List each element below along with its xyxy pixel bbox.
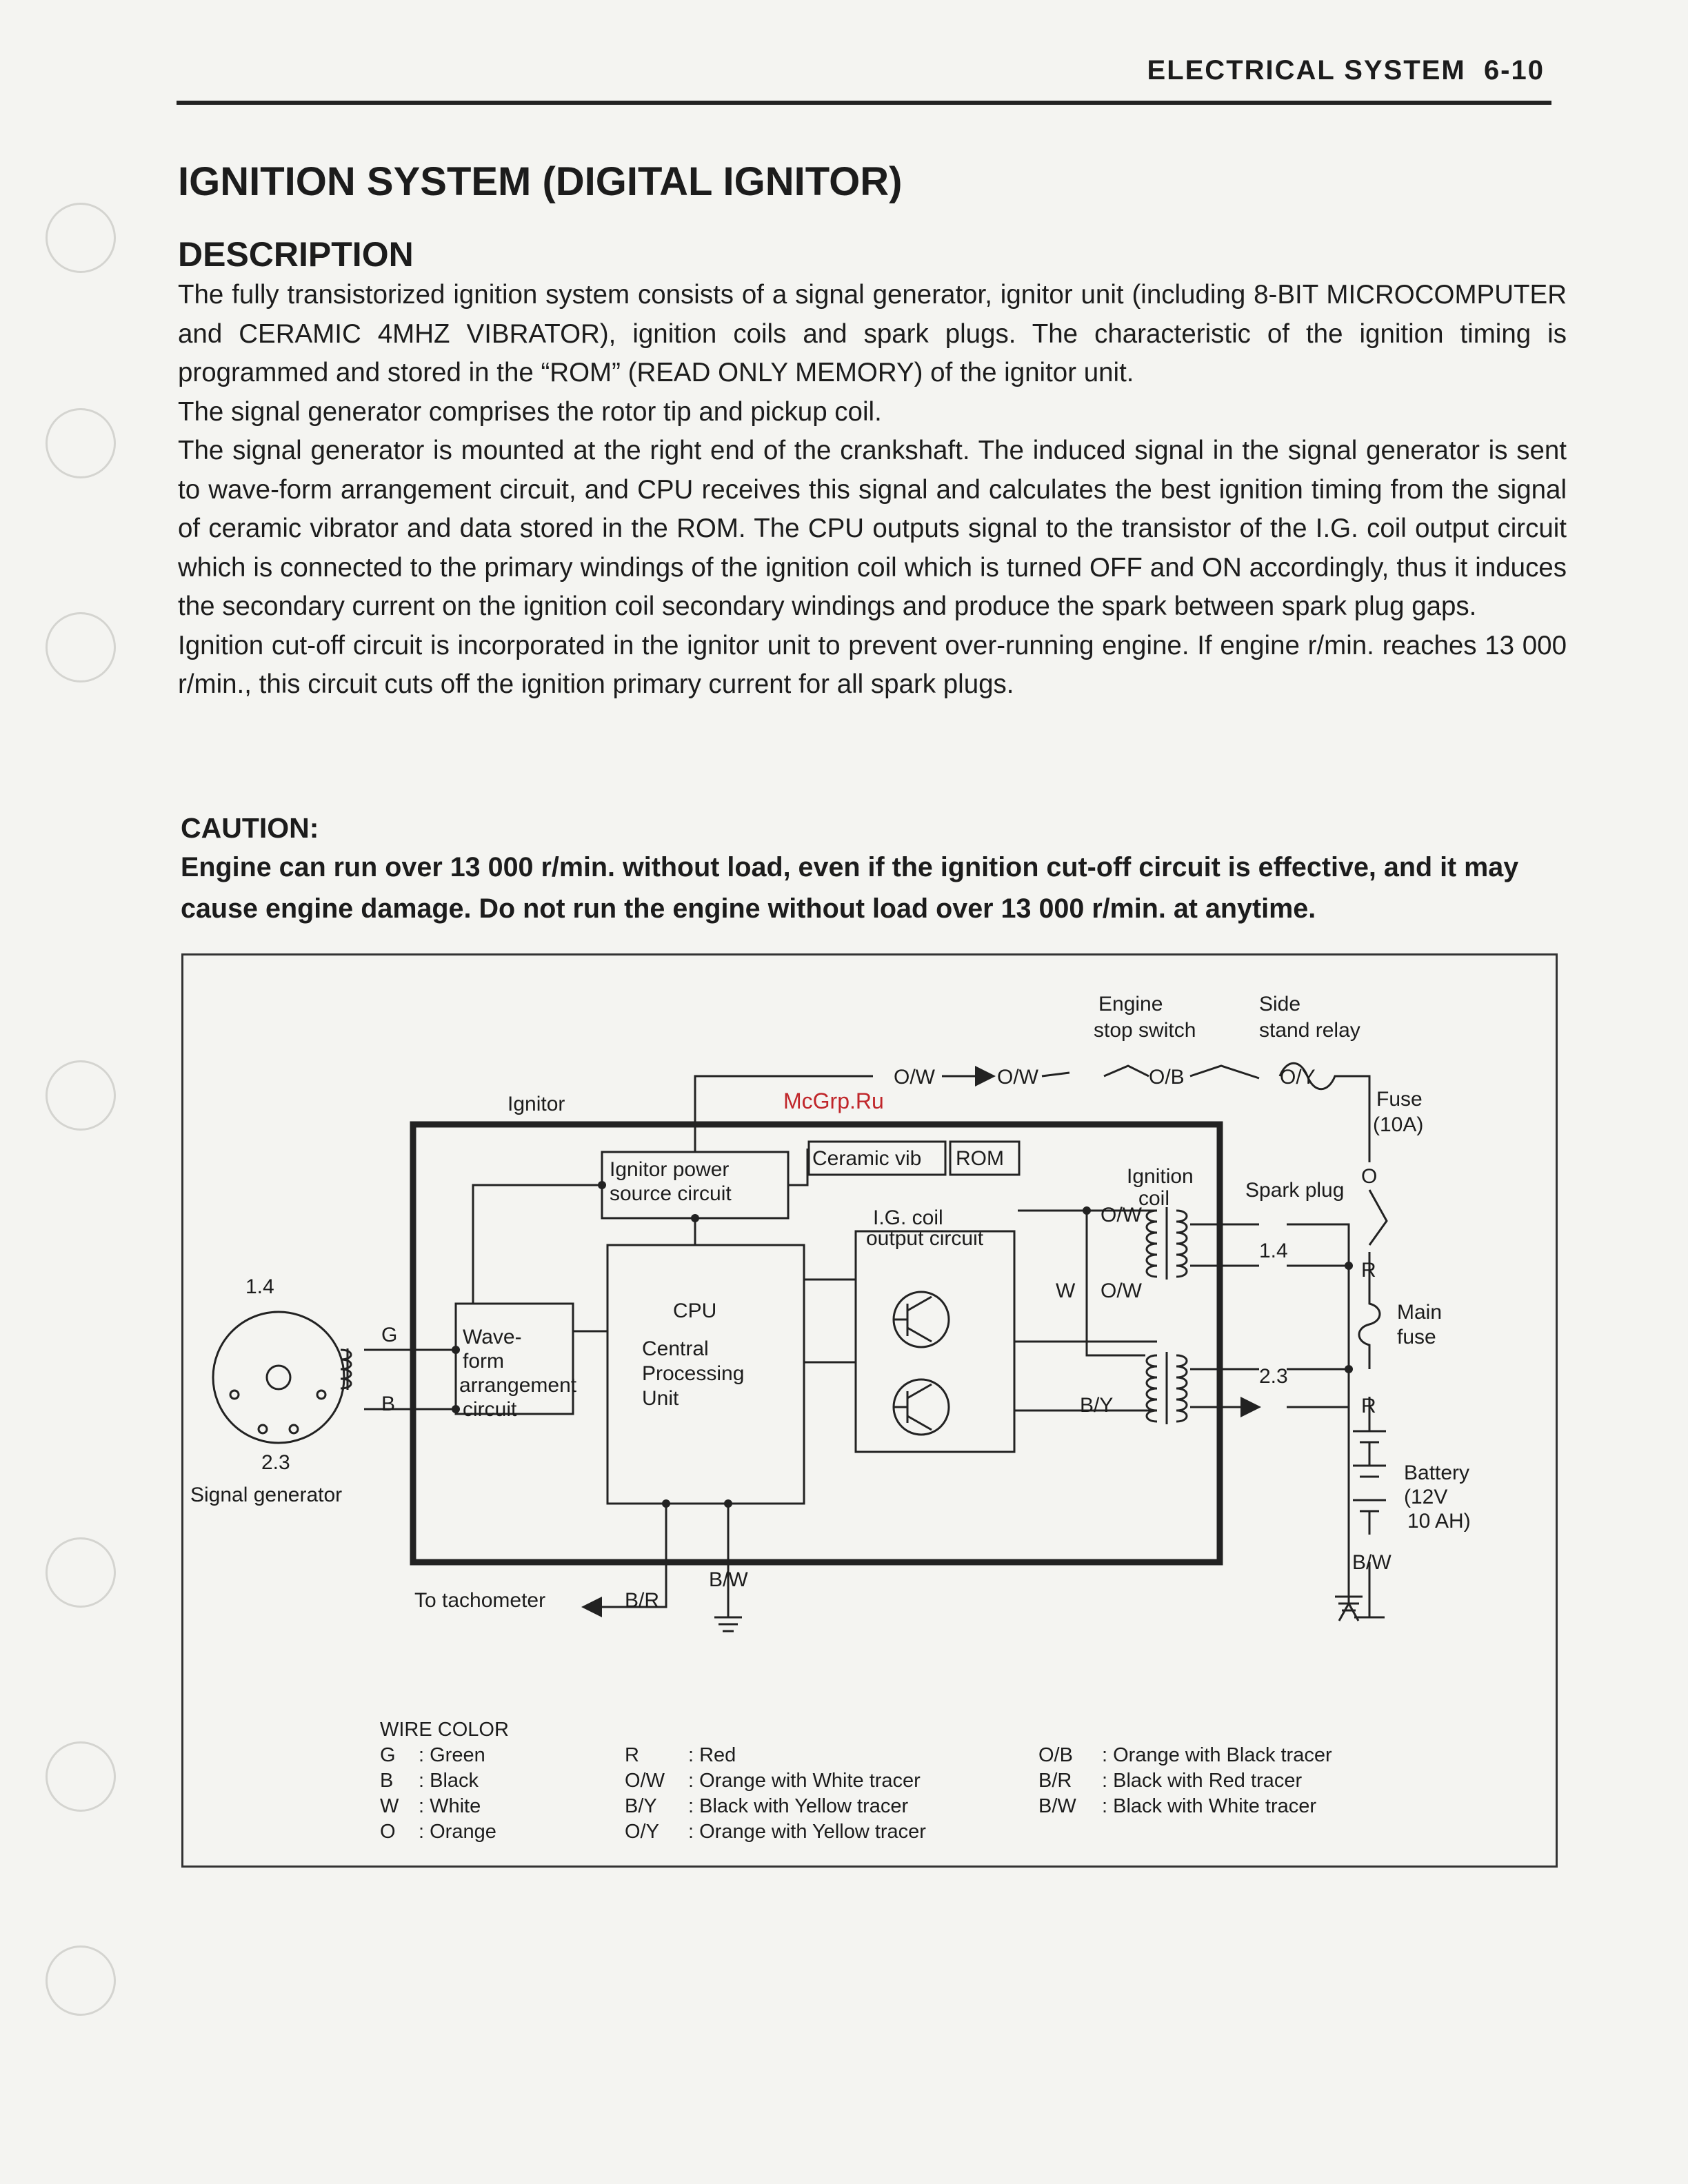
ig-output-label-1: I.G. coil — [873, 1206, 943, 1229]
wire-ow-coil: O/W — [1101, 1204, 1142, 1226]
header-text — [1147, 55, 1545, 86]
cpu-label: CPU — [673, 1300, 717, 1322]
cpu-label-4: Unit — [642, 1387, 679, 1410]
tachometer-label: To tachometer — [414, 1589, 546, 1612]
battery-label-3: 10 AH) — [1407, 1510, 1471, 1533]
main-fuse-label-2: fuse — [1397, 1326, 1436, 1348]
ignition-coil-2 — [1147, 1355, 1157, 1422]
signal-generator-rotor — [213, 1312, 344, 1443]
legend-desc: : Orange with Black tracer — [1102, 1744, 1332, 1766]
fuse-label-2: (10A) — [1373, 1113, 1424, 1136]
binder-hole — [46, 1945, 116, 2016]
spark-plug-label: Spark plug — [1245, 1179, 1345, 1202]
wire-color-legend-col2 — [625, 1743, 926, 1845]
watermark: McGrp.Ru — [783, 1089, 884, 1113]
ignition-coil-label-1: Ignition — [1127, 1165, 1194, 1188]
wire-w: W — [1056, 1280, 1076, 1302]
ignitor-label: Ignitor — [508, 1093, 565, 1115]
legend-desc: : Black with Yellow tracer — [688, 1795, 909, 1817]
wire-ow-switch: O/W — [997, 1066, 1038, 1089]
wire-bw-ignitor: B/W — [709, 1568, 748, 1591]
legend-code: G — [380, 1744, 396, 1766]
legend-title: WIRE COLOR — [380, 1719, 509, 1741]
legend-item — [1038, 1768, 1332, 1794]
legend-desc: : Black — [419, 1770, 479, 1792]
signal-gen-bottom-value: 2.3 — [261, 1451, 290, 1474]
wire-g: G — [381, 1324, 398, 1346]
legend-code: W — [380, 1795, 399, 1817]
header-section: ELECTRICAL SYSTEM — [1147, 55, 1466, 85]
binder-hole — [46, 1060, 116, 1131]
legend-code: B/W — [1038, 1795, 1076, 1817]
battery-label-1: Battery — [1404, 1462, 1470, 1484]
engine-stop-label-1: Engine — [1098, 993, 1163, 1015]
legend-item — [380, 1794, 509, 1819]
legend-item — [380, 1768, 509, 1794]
header-page-number: 6-10 — [1483, 55, 1545, 85]
binder-hole — [46, 203, 116, 273]
legend-item — [380, 1819, 509, 1845]
wire-by: B/Y — [1080, 1394, 1114, 1417]
wire-color-legend-col3 — [1038, 1743, 1332, 1819]
legend-desc: : Orange — [419, 1821, 496, 1843]
legend-desc: : Orange with Yellow tracer — [688, 1821, 926, 1843]
page-title: IGNITION SYSTEM (DIGITAL IGNITOR) — [178, 159, 903, 204]
wire-o: O — [1361, 1165, 1378, 1188]
binder-hole — [46, 1537, 116, 1608]
cpu-label-2: Central — [642, 1337, 709, 1360]
wiring-diagram — [181, 953, 1558, 1868]
paragraph: Ignition cut-off circuit is incorporated in the ignitor unit to prevent over-running engine. If engine r/min. reaches 13 000 r/min., this circuit cuts off the ignition primary current for all spark plugs. — [178, 630, 1567, 699]
power-source-label-2: source circuit — [610, 1182, 732, 1205]
wire-br: B/R — [625, 1589, 660, 1612]
waveform-label-3: arrangement — [459, 1374, 577, 1397]
wire-ob: O/B — [1149, 1066, 1185, 1089]
legend-desc: : White — [419, 1795, 481, 1817]
waveform-label-2: form — [463, 1350, 504, 1373]
legend-item — [1038, 1794, 1332, 1819]
legend-code: R — [625, 1744, 639, 1766]
legend-item — [1038, 1743, 1332, 1768]
waveform-label-1: Wave- — [463, 1326, 522, 1348]
signal-gen-top-value: 1.4 — [245, 1275, 274, 1298]
cpu-label-3: Processing — [642, 1362, 745, 1385]
ignition-coil-label-2: coil — [1138, 1187, 1170, 1210]
legend-item — [625, 1794, 926, 1819]
wire-r2: R — [1361, 1395, 1376, 1417]
side-stand-label-2: stand relay — [1259, 1019, 1360, 1042]
legend-code: B/R — [1038, 1770, 1072, 1792]
signal-gen-label: Signal generator — [190, 1484, 343, 1506]
side-stand-label-1: Side — [1259, 993, 1301, 1015]
description-body — [178, 276, 1567, 705]
legend-item — [625, 1768, 926, 1794]
pickup-coil — [341, 1350, 351, 1388]
coil-upper-value: 1.4 — [1259, 1240, 1288, 1262]
legend-desc: : Red — [688, 1744, 736, 1766]
rom-label: ROM — [956, 1147, 1004, 1170]
legend-code: B/Y — [625, 1795, 657, 1817]
caution-heading: CAUTION: — [181, 812, 319, 844]
legend-desc: : Orange with White tracer — [688, 1770, 921, 1792]
coil-lower-value: 2.3 — [1259, 1365, 1288, 1388]
binder-hole — [46, 1741, 116, 1812]
legend-item — [625, 1743, 926, 1768]
engine-stop-label-2: stop switch — [1094, 1019, 1196, 1042]
page-header — [177, 52, 1551, 105]
legend-desc: : Black with White tracer — [1102, 1795, 1317, 1817]
legend-code: O — [380, 1821, 396, 1843]
binder-hole — [46, 408, 116, 478]
battery-label-2: (12V — [1404, 1486, 1448, 1508]
wire-bw-bat: B/W — [1352, 1551, 1391, 1574]
wire-color-legend — [380, 1717, 509, 1845]
ig-output-label-2: output circuit — [866, 1227, 984, 1250]
legend-code: O/W — [625, 1770, 665, 1792]
caution-text: Engine can run over 13 000 r/min. without load, even if the ignition cut-off circuit is effective, and it may cause engine damage. Do not run the engine without load over 13 000 r/min. at anytime. — [181, 852, 1519, 924]
paragraph: The fully transistorized ignition system consists of a signal generator, ignitor unit (including 8-BIT MICROCOMPUTER and CERAMIC 4MHZ VIBRATOR), ignition coils and spark plugs. The characteristic of the ignition timing is programmed and stored in the “ROM” (READ ONLY MEMORY) of the ignitor unit. — [178, 280, 1567, 387]
fuse-label-1: Fuse — [1376, 1088, 1423, 1111]
wire-oy: O/Y — [1280, 1066, 1316, 1089]
ig-output-box — [856, 1231, 1014, 1452]
legend-code: O/Y — [625, 1821, 659, 1843]
main-fuse-label-1: Main — [1397, 1301, 1443, 1324]
legend-desc: : Green — [419, 1744, 485, 1766]
wire-ow-top: O/W — [894, 1066, 935, 1089]
ignitor-box — [413, 1124, 1220, 1562]
ignition-coil-1 — [1147, 1211, 1157, 1277]
wire-r1: R — [1361, 1259, 1376, 1282]
legend-code: O/B — [1038, 1744, 1073, 1766]
legend-code: B — [380, 1770, 394, 1792]
binder-hole — [46, 612, 116, 682]
ceramic-vib-label: Ceramic vib — [812, 1147, 922, 1170]
wire-b: B — [381, 1393, 396, 1415]
legend-desc: : Black with Red tracer — [1102, 1770, 1303, 1792]
legend-item — [380, 1743, 509, 1768]
wire-ow-coil2: O/W — [1101, 1280, 1142, 1302]
legend-item — [625, 1819, 926, 1845]
power-source-label-1: Ignitor power — [610, 1158, 730, 1181]
paragraph: The signal generator comprises the rotor tip and pickup coil. — [178, 396, 882, 427]
paragraph: The signal generator is mounted at the right end of the crankshaft. The induced signal in the signal generator is sent to wave-form arrangement circuit, and CPU receives this signal and calculates the best ignition timing from the signal of ceramic vibrator and data stored in the ROM. The CPU outputs signal to the transistor of the I.G. coil output circuit which is connected to the primary windings of the ignition coil which is turned OFF and ON accordingly, thus it induces the secondary current on the ignition coil secondary windings and produce the spark between spark plug gaps. — [178, 436, 1567, 621]
waveform-label-4: circuit — [463, 1398, 517, 1421]
section-heading: DESCRIPTION — [178, 235, 414, 274]
